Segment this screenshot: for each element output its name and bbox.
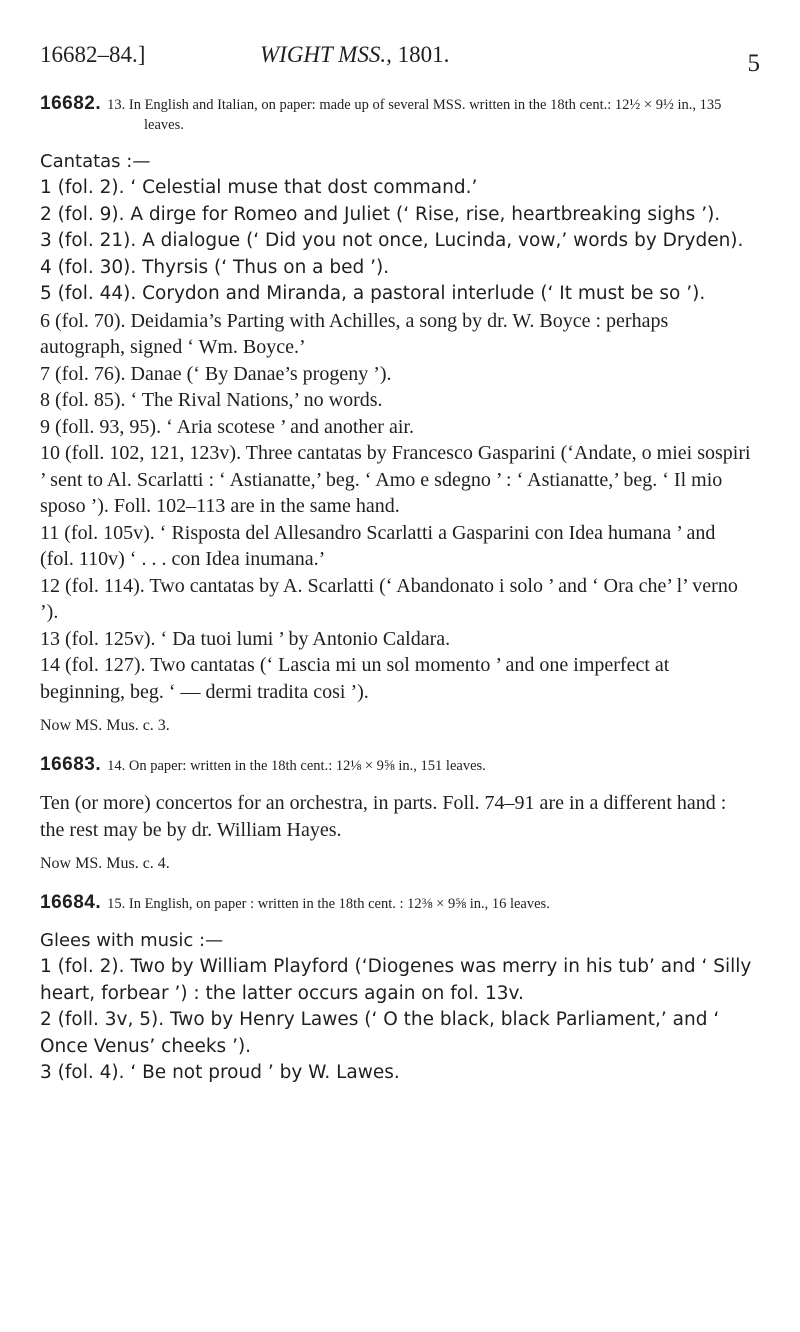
list-item: 3 (fol. 4). ‘ Be not proud ’ by W. Lawes. (40, 1062, 400, 1083)
list-item: 3 (fol. 21). A dialogue (‘ Did you not once, Lucinda, vow,’ words by Dryden). (40, 230, 744, 251)
page-body (40, 94, 752, 1087)
list-item: 6 (fol. 70). Deidamia’s Parting with Achilles, a song by dr. W. Boyce : perhaps autograph, signed ‘ Wm. Boyce.’ (40, 309, 669, 358)
list-item: 5 (fol. 44). Corydon and Miranda, a pastoral interlude (‘ It must be so ’). (40, 283, 706, 304)
entry-number: 16683. (40, 754, 102, 775)
list-item: 2 (fol. 9). A dirge for Romeo and Juliet (‘ Rise, rise, heartbreaking sighs ’). (40, 203, 721, 225)
list-item: 7 (fol. 76). Danae (‘ By Danae’s progeny ’). (40, 362, 392, 385)
list-item: 2 (foll. 3v, 5). Two by Henry Lawes (‘ O the black, black Parliament,’ and ‘ Once Venus’ cheeks ’). (40, 1009, 720, 1057)
list-item: 1 (fol. 2). Two by William Playford (‘Diogenes was merry in his tub’ and ‘ Silly heart, forbear ’) : the latter occurs again on fol. 13v. (40, 956, 752, 1004)
list-item: 11 (fol. 105v). ‘ Risposta del Allesandro Scarlatti a Gasparini con Idea humana ’ and (fol. 110v) ‘ . . . con Idea inumana.’ (40, 521, 716, 570)
section-label: Cantatas :— (40, 151, 151, 172)
header-range: 16682–84.] (40, 42, 146, 67)
shelfmark-note: Now MS. Mus. c. 3. (40, 717, 170, 734)
entry-heading (40, 94, 752, 135)
running-head (40, 42, 760, 82)
list-item: Ten (or more) concertos for an orchestra, in parts. Foll. 74–91 are in a different hand : the rest may be by dr. William Hayes. (40, 792, 727, 841)
header-title-group (260, 42, 449, 68)
header-year: 1801. (397, 42, 450, 67)
section-label: Glees with music :— (40, 930, 224, 951)
list-item: 10 (foll. 102, 121, 123v). Three cantatas by Francesco Gasparini (‘Andate, o miei sospiri ’ sent to Al. Scarlatti : ‘ Astianatte,’ beg. ‘ Amo e sdegno ’ : ‘ Astianatte,’ beg. ‘ Il mio sposo ’). Foll. 102–113 are in the same hand. (40, 442, 751, 517)
list-item: 4 (fol. 30). Thyrsis (‘ Thus on a bed ’). (40, 256, 390, 278)
list-item: 8 (fol. 85). ‘ The Rival Nations,’ no words. (40, 389, 383, 411)
list-item: 1 (fol. 2). ‘ Celestial muse that dost command.’ (40, 177, 478, 198)
list-item: 9 (foll. 93, 95). ‘ Aria scotese ’ and another air. (40, 415, 414, 438)
header-title: WIGHT MSS., (260, 42, 392, 67)
entry-heading (40, 893, 752, 914)
page-number: 5 (747, 50, 760, 77)
shelfmark-note: Now MS. Mus. c. 4. (40, 855, 170, 872)
entry-number: 16682. (40, 93, 102, 114)
entry-heading (40, 755, 752, 776)
list-item: 14 (fol. 127). Two cantatas (‘ Lascia mi un sol momento ’ and one imperfect at beginning, beg. ‘ — dermi tradita cosi ’). (40, 654, 670, 703)
entry-description: 14. On paper: written in the 18th cent.: 12⅛ × 9⅝ in., 151 leaves. (107, 758, 486, 774)
list-item: 12 (fol. 114). Two cantatas by A. Scarlatti (‘ Abandonato i solo ’ and ‘ Ora che’ l’ verno ’). (40, 574, 738, 623)
entry-description: 15. In English, on paper : written in the 18th cent. : 12⅜ × 9⅝ in., 16 leaves. (107, 896, 550, 912)
list-item: 13 (fol. 125v). ‘ Da tuoi lumi ’ by Antonio Caldara. (40, 627, 451, 650)
entry-number: 16684. (40, 892, 102, 913)
entry-description: 13. In English and Italian, on paper: made up of several MSS. written in the 18th cent.: 12½ × 9½ in., 135 leaves. (107, 97, 722, 133)
